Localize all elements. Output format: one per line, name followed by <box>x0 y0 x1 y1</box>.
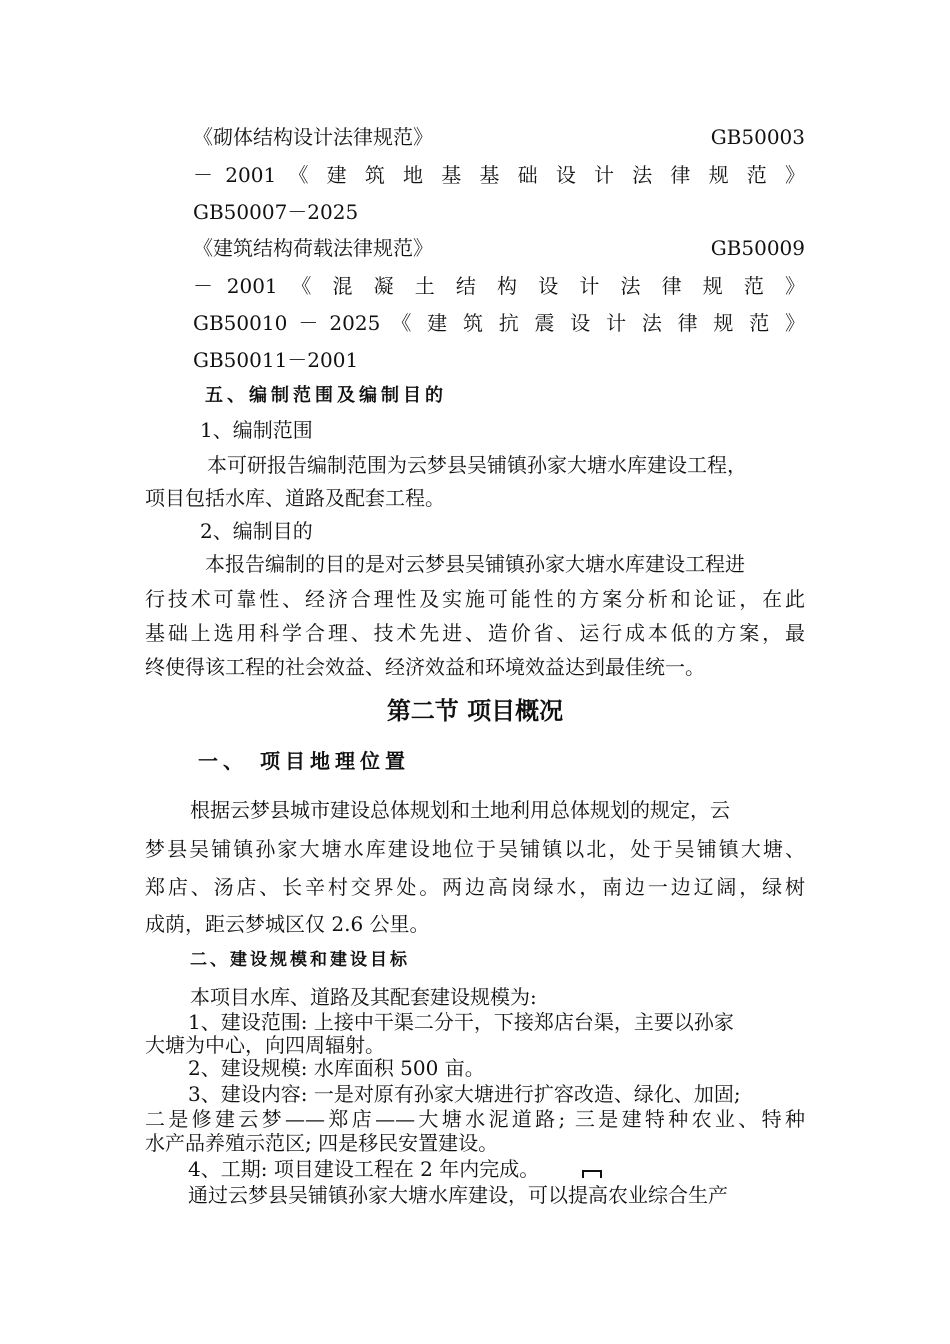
section-title: 第二节 项目概况 <box>386 697 564 725</box>
section5-purpose-line2: 行技术可靠性、经济合理性及实施可能性的方案分析和论证，在此 <box>145 587 805 611</box>
standard-code-gb50003: GB50003 <box>710 125 805 149</box>
section5-scope-line1: 本可研报告编制范围为云梦县吴铺镇孙家大塘水库建设工程， <box>207 453 747 477</box>
geo-line2: 梦县吴铺镇孙家大塘水库建设地位于吴铺镇以北，处于吴铺镇大塘、 <box>145 837 805 861</box>
section5-sub-scope: 1、编制范围 <box>200 418 313 442</box>
scale-heading: 二、建设规模和建设目标 <box>190 950 410 970</box>
standard-load: 《建筑结构荷载法律规范》 <box>193 236 433 260</box>
scale-item3-line1: 3、建设内容: 一是对原有孙家大塘进行扩容改造、绿化、加固; <box>188 1082 741 1106</box>
bracket-mark-icon <box>582 1170 602 1178</box>
section5-sub-purpose: 2、编制目的 <box>200 519 313 543</box>
scale-item3-line3: 水产品养殖示范区; 四是移民安置建设。 <box>145 1131 499 1155</box>
scale-last-line: 通过云梦县吴铺镇孙家大塘水库建设，可以提高农业综合生产 <box>188 1183 728 1207</box>
scale-intro: 本项目水库、道路及其配套建设规模为: <box>190 985 537 1009</box>
section5-scope-line2: 项目包括水库、道路及配套工程。 <box>145 486 445 510</box>
scale-item4: 4、工期: 项目建设工程在 2 年内完成。 <box>188 1157 540 1181</box>
scale-item2: 2、建设规模: 水库面积 500 亩。 <box>188 1056 485 1080</box>
section5-heading: 五、编制范围及编制目的 <box>205 385 447 406</box>
standard-code-gb50007: GB50007－2025 <box>193 200 359 224</box>
standard-concrete: － 2001 《 混 凝 土 结 构 设 计 法 律 规 范 》 <box>193 274 805 298</box>
scale-item3-line2: 二是修建云梦——郑店——大塘水泥道路; 三是建特种农业、特种 <box>145 1107 805 1131</box>
geo-line4: 成荫，距云梦城区仅 2.6 公里。 <box>145 912 430 936</box>
scale-item1-line2: 大塘为中心，向四周辐射。 <box>145 1033 385 1057</box>
geo-line1: 根据云梦县城市建设总体规划和土地利用总体规划的规定，云 <box>190 798 730 822</box>
geo-heading: 一、 项目地理位置 <box>198 749 410 773</box>
standard-code-gb50011: GB50011－2001 <box>193 348 359 372</box>
scale-item1-line1: 1、建设范围: 上接中干渠二分干，下接郑店台渠，主要以孙家 <box>188 1010 734 1034</box>
geo-line3: 郑店、汤店、长辛村交界处。两边高岗绿水，南边一边辽阔，绿树 <box>145 875 805 899</box>
standard-code-gb50009: GB50009 <box>710 236 805 260</box>
standard-foundation: － 2001 《 建 筑 地 基 基 础 设 计 法 律 规 范 》 <box>193 163 805 187</box>
section5-purpose-line1: 本报告编制的目的是对云梦县吴铺镇孙家大塘水库建设工程进 <box>205 552 745 576</box>
standard-masonry: 《砌体结构设计法律规范》 <box>193 125 433 149</box>
standard-seismic: GB50010 － 2025 《 建 筑 抗 震 设 计 法 律 规 范 》 <box>193 311 805 335</box>
section5-purpose-line4: 终使得该工程的社会效益、经济效益和环境效益达到最佳统一。 <box>145 655 705 679</box>
section5-purpose-line3: 基础上选用科学合理、技术先进、造价省、运行成本低的方案，最 <box>145 621 805 645</box>
